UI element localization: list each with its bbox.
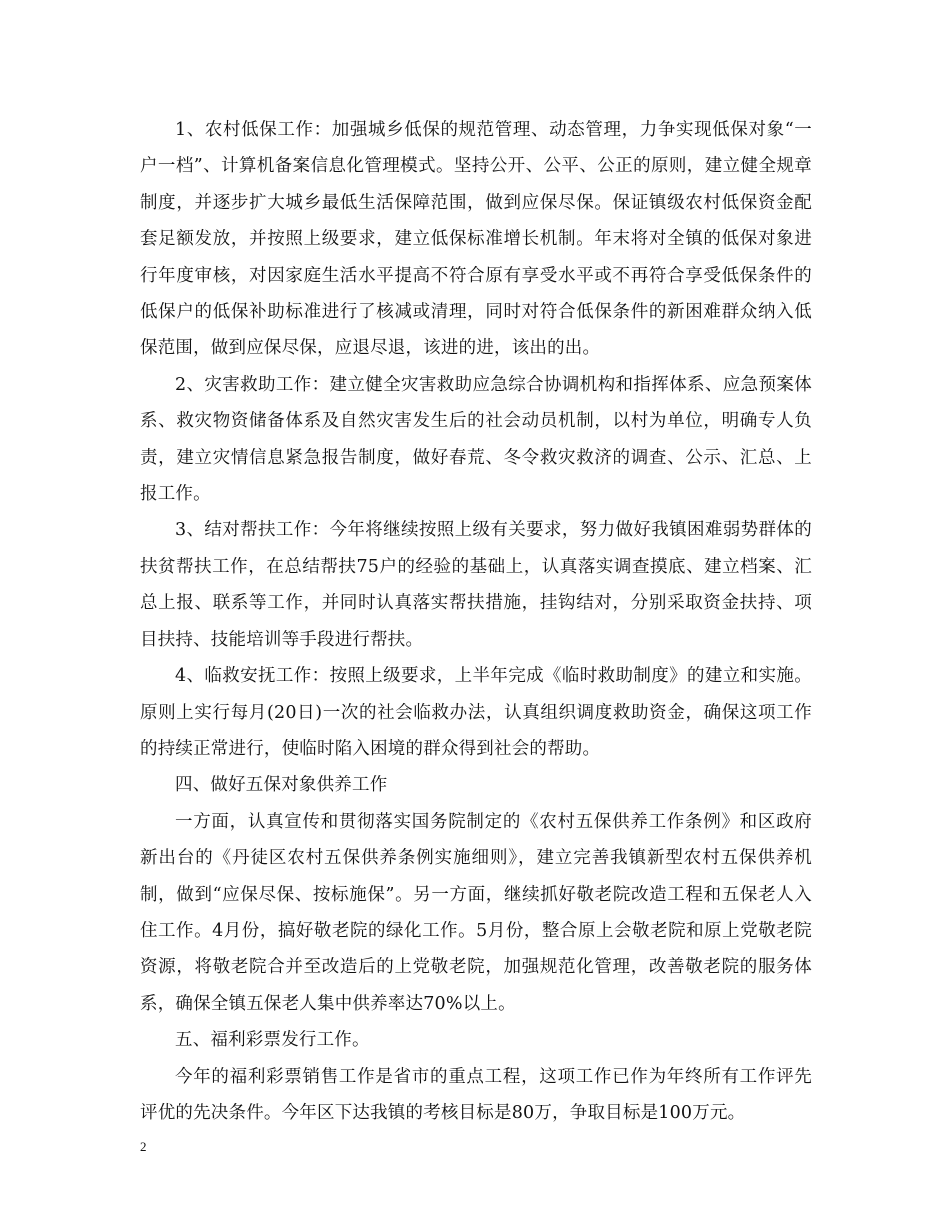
paragraph-temporary-relief: 4、临救安抚工作：按照上级要求，上半年完成《临时救助制度》的建立和实施。原则上实行每月(20日)一次的社会临救办法，认真组织调度救助资金，确保这项工作的持续正常进行，使临时陷入困境的群众得到社会的帮助。	[140, 666, 812, 759]
paragraph-disaster-relief: 2、灾害救助工作：建立健全灾害救助应急综合协调机构和指挥体系、应急预案体系、救灾物资储备体系及自然灾害发生后的社会动员机制，以村为单位，明确专人负责，建立灾情信息紧急报告制度，做好春荒、冬令救灾救济的调查、公示、汇总、上报工作。	[140, 374, 812, 505]
page-number: 2	[140, 1139, 147, 1154]
paragraph-welfare-lottery: 今年的福利彩票销售工作是省市的重点工程，这项工作已作为年终所有工作评先评优的先决条件。今年区下达我镇的考核目标是80万，争取目标是100万元。	[140, 1066, 812, 1123]
paragraph-five-guarantees: 一方面，认真宣传和贯彻落实国务院制定的《农村五保供养工作条例》和区政府新出台的《丹徒区农村五保供养条例实施细则》，建立完善我镇新型农村五保供养机制，做到“应保尽保、按标施保”。另一方面，继续抓好敬老院改造工程和五保老人入住工作。4月份，搞好敬老院的绿化工作。5月份，整合原上会敬老院和原上党敬老院资源，将敬老院合并至改造后的上党敬老院，加强规范化管理，改善敬老院的服务体系，确保全镇五保老人集中供养率达70%以上。	[140, 811, 812, 1014]
paragraph-paired-assistance: 3、结对帮扶工作：今年将继续按照上级有关要求，努力做好我镇困难弱势群体的扶贫帮扶工作，在总结帮扶75户的经验的基础上，认真落实调查摸底、建立档案、汇总上报、联系等工作，并同时认真落实帮扶措施，挂钩结对，分别采取资金扶持、项目扶持、技能培训等手段进行帮扶。	[140, 520, 812, 650]
paragraph-rural-subsistence: 1、农村低保工作：加强城乡低保的规范管理、动态管理，力争实现低保对象“一户一档”、计算机备案信息化管理模式。坚持公开、公平、公正的原则，建立健全规章制度，并逐步扩大城乡最低生活保障范围，做到应保尽保。保证镇级农村低保资金配套足额发放，并按照上级要求，建立低保标准增长机制。年末将对全镇的低保对象进行年度审核，对因家庭生活水平提高不符合原有享受水平或不再符合享受低保条件的低保户的低保补助标准进行了核减或清理，同时对符合低保条件的新困难群众纳入低保范围，做到应保尽保，应退尽退，该进的进，该出的出。	[140, 120, 812, 359]
section-heading-five-guarantees: 四、做好五保对象供养工作	[175, 775, 388, 796]
document-body	[140, 112, 812, 1131]
section-heading-welfare-lottery: 五、福利彩票发行工作。	[175, 1030, 370, 1051]
